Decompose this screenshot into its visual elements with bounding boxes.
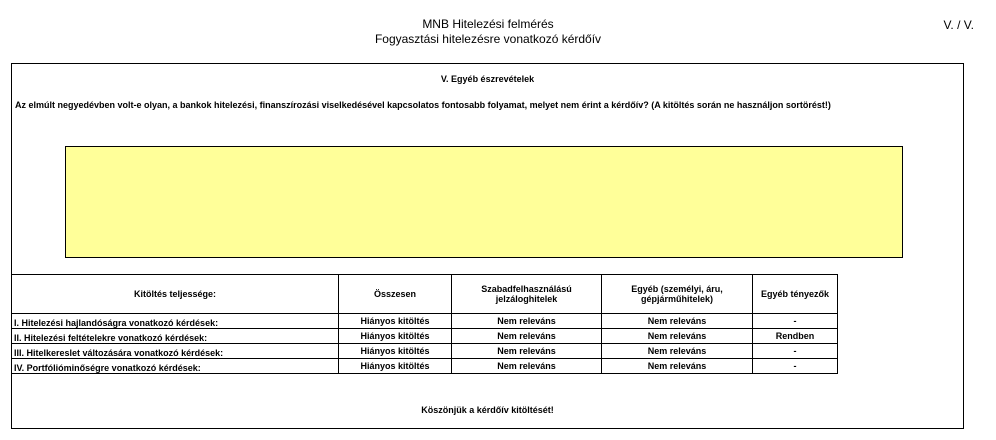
cell-mortgage: Nem releváns: [452, 344, 602, 359]
cell-other-factors: -: [753, 359, 838, 374]
header-other-loans: Egyéb (személyi, áru, gépjárműhitelek): [602, 275, 753, 314]
completion-table: [11, 274, 838, 374]
cell-other-loans: Nem releváns: [602, 359, 753, 374]
row-label: I. Hitelezési hajlandóságra vonatkozó kérdések:: [12, 314, 339, 329]
cell-mortgage: Nem releváns: [452, 329, 602, 344]
survey-subtitle: Fogyasztási hitelezésre vonatkozó kérdőív: [374, 32, 602, 46]
row-label: IV. Portfólióminőségre vonatkozó kérdések:: [12, 359, 339, 374]
row-label: II. Hitelezési feltételekre vonatkozó kérdések:: [12, 329, 339, 344]
survey-title: MNB Hitelezési felmérés: [422, 17, 554, 31]
page-number: V. / V.: [943, 18, 974, 32]
cell-mortgage: Nem releváns: [452, 314, 602, 329]
cell-other-factors: Rendben: [753, 329, 838, 344]
cell-mortgage: Nem releváns: [452, 359, 602, 374]
table-row: [12, 359, 838, 374]
cell-total: Hiányos kitöltés: [339, 344, 452, 359]
cell-total: Hiányos kitöltés: [339, 359, 452, 374]
thank-you-note: Köszönjük a kérdőív kitöltését!: [421, 405, 554, 415]
table-row: [12, 314, 838, 329]
cell-total: Hiányos kitöltés: [339, 314, 452, 329]
cell-other-factors: -: [753, 344, 838, 359]
answer-input[interactable]: [65, 146, 903, 258]
header-total: Összesen: [339, 275, 452, 314]
cell-other-loans: Nem releváns: [602, 344, 753, 359]
question-text: Az elmúlt negyedévben volt-e olyan, a bankok hitelezési, finanszírozási viselkedésével kapcsolatos fontosabb folyamat, melyet nem érint a kérdőív? (A kitöltés során ne használjon sortörést!): [15, 100, 831, 110]
header-completion: Kitöltés teljessége:: [12, 275, 339, 314]
section-title: V. Egyéb észrevételek: [440, 74, 535, 84]
table-row: [12, 344, 838, 359]
cell-other-loans: Nem releváns: [602, 314, 753, 329]
row-label: III. Hitelkereslet változására vonatkozó kérdések:: [12, 344, 339, 359]
header-other-factors: Egyéb tényezők: [753, 275, 838, 314]
cell-other-factors: -: [753, 314, 838, 329]
header-mortgage: Szabadfelhasználású jelzáloghitelek: [452, 275, 602, 314]
table-header-row: [12, 275, 838, 314]
document-header: [0, 17, 976, 47]
table-row: [12, 329, 838, 344]
cell-other-loans: Nem releváns: [602, 329, 753, 344]
form-frame: [11, 63, 964, 429]
cell-total: Hiányos kitöltés: [339, 329, 452, 344]
